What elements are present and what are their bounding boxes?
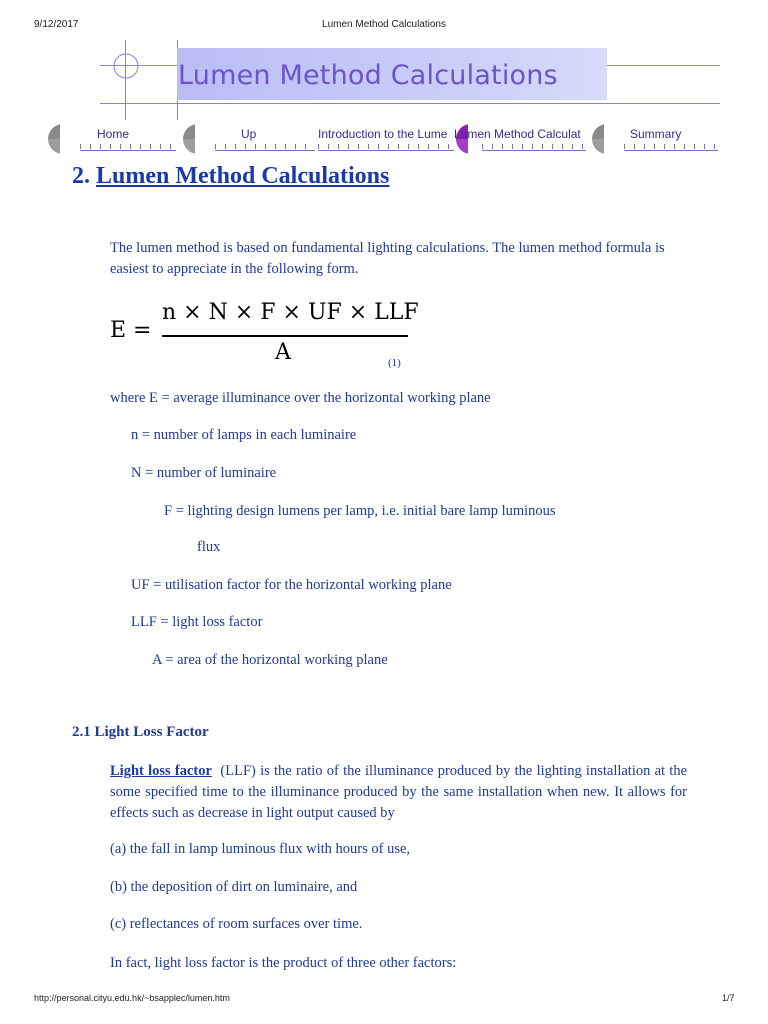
formula-fraction-bar	[162, 335, 408, 337]
quarter-circle-icon	[181, 122, 215, 156]
definition-where: where E = average illuminance over the horizontal working plane	[110, 390, 491, 406]
nav-label-home: Home	[97, 127, 130, 141]
quarter-circle-icon	[590, 122, 624, 156]
definition-N: N = number of luminaire	[131, 465, 277, 481]
banner	[100, 40, 720, 130]
definition-LLF: LLF = light loss factor	[131, 614, 263, 630]
nav-label-lumen-method: Lumen Method Calculat	[454, 127, 581, 141]
nav-lumen-method[interactable]	[454, 122, 588, 156]
final-paragraph: In fact, light loss factor is the product of three other factors:	[110, 955, 457, 971]
heading-title-link[interactable]: Lumen Method Calculations	[96, 163, 390, 189]
formula-numerator: n × N × F × UF × LLF	[162, 300, 419, 325]
llf-paragraph	[110, 761, 687, 824]
print-url: http://personal.cityu.edu.hk/~bsapplec/lumen.htm	[34, 993, 230, 1003]
list-item-c: (c) reflectances of room surfaces over time.	[110, 916, 363, 932]
nav-introduction[interactable]	[318, 122, 454, 156]
intro-paragraph: The lumen method is based on fundamental lighting calculations. The lumen method formula is easiest to appreciate in the following form.	[110, 240, 665, 277]
list-item-b: (b) the deposition of dirt on luminaire, and	[110, 879, 358, 895]
page-heading	[72, 163, 389, 190]
definition-UF: UF = utilisation factor for the horizontal working plane	[131, 577, 452, 593]
quarter-circle-icon	[46, 122, 80, 156]
formula-denominator: A	[275, 340, 291, 365]
definition-F-cont: flux	[197, 539, 221, 555]
nav-up[interactable]	[181, 122, 316, 156]
definition-n: n = number of lamps in each luminaire	[131, 427, 357, 443]
nav-label-summary: Summary	[630, 127, 682, 141]
nav-label-introduction: Introduction to the Lume	[318, 127, 448, 141]
section-heading-2-1: 2.1 Light Loss Factor	[72, 724, 209, 740]
nav-summary[interactable]	[590, 122, 718, 156]
light-loss-factor-link[interactable]: Light loss factor	[110, 763, 212, 779]
nav-home[interactable]	[46, 122, 176, 156]
print-page-number: 1/7	[722, 993, 735, 1003]
heading-number: 2.	[72, 163, 90, 189]
circle-ornament-icon	[110, 50, 142, 82]
print-title: Lumen Method Calculations	[322, 19, 446, 30]
print-date: 9/12/2017	[34, 19, 79, 30]
definition-A: A = area of the horizontal working plane	[152, 652, 388, 668]
llf-paragraph-text: (LLF) is the ratio of the illuminance produced by the lighting installation at the some specified time to the illuminance produced by the same installation when new. It allows for effects such as decrease in light output caused by	[110, 763, 688, 821]
list-item-a: (a) the fall in lamp luminous flux with hours of use,	[110, 841, 411, 857]
definition-F: F = lighting design lumens per lamp, i.e. initial bare lamp luminous	[164, 503, 556, 519]
banner-title: Lumen Method Calculations	[178, 60, 558, 91]
equation-number: (1)	[388, 357, 401, 369]
nav-label-up: Up	[241, 127, 257, 141]
formula-lhs: E =	[110, 318, 152, 343]
